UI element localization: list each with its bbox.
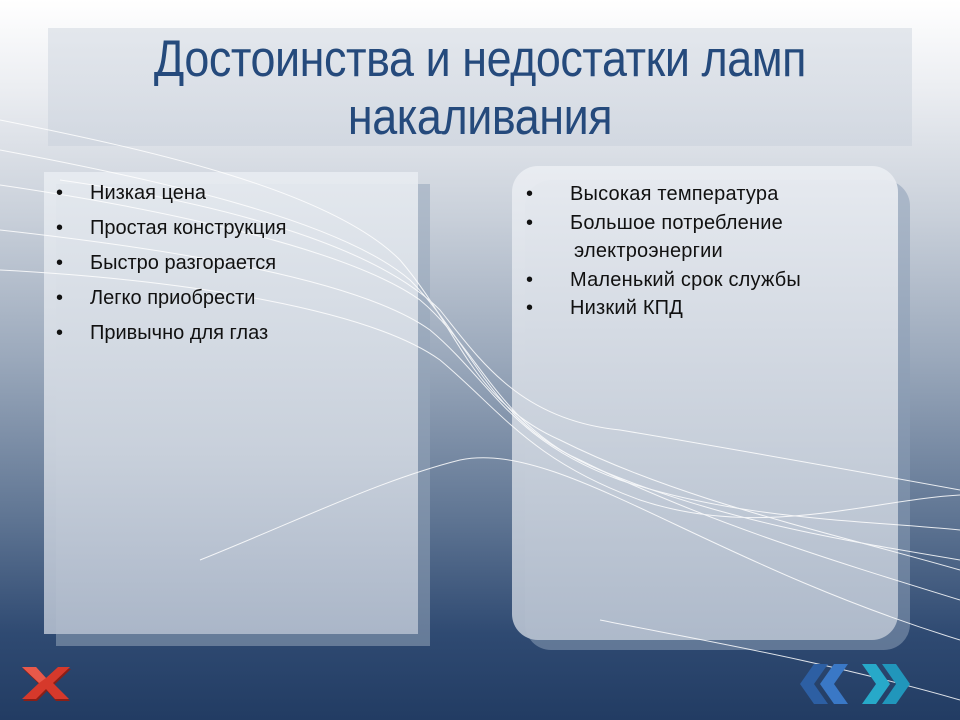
bullet-icon: • xyxy=(526,211,534,234)
bullet-icon: • xyxy=(56,217,64,239)
advantage-item: • Низкая цена xyxy=(56,182,207,204)
slide-title-line-2: накаливания xyxy=(347,88,613,145)
disadvantage-item: • Маленький срок службы xyxy=(526,266,801,295)
slide-title xyxy=(100,30,860,146)
slide-title-line-1: Достоинства и недостатки ламп xyxy=(153,30,807,87)
disadvantage-item: • Высокая температура xyxy=(526,180,801,209)
advantages-list xyxy=(56,180,286,355)
advantage-item: • Простая конструкция xyxy=(56,217,287,239)
double-chevron-right-icon xyxy=(856,664,910,704)
advantage-item: • Легко приобрести xyxy=(56,287,256,309)
close-x-icon xyxy=(20,664,72,702)
bullet-icon: • xyxy=(526,297,534,319)
previous-slide-button[interactable] xyxy=(800,664,854,704)
bullet-icon: • xyxy=(56,287,64,309)
disadvantage-item: • Большое потребление электроэнергии xyxy=(526,209,801,266)
slide-navigation xyxy=(800,664,912,704)
bullet-icon: • xyxy=(526,268,534,291)
disadvantage-item: • Низкий КПД xyxy=(526,294,801,323)
advantage-item: • Привычно для глаз xyxy=(56,322,269,344)
bullet-icon: • xyxy=(56,252,64,274)
double-chevron-left-icon xyxy=(800,664,854,704)
next-slide-button[interactable] xyxy=(856,664,910,704)
bullet-icon: • xyxy=(56,182,64,204)
close-button[interactable] xyxy=(20,664,72,702)
disadvantages-list xyxy=(526,180,801,323)
bullet-icon: • xyxy=(56,322,64,344)
advantage-item: • Быстро разгорается xyxy=(56,252,277,274)
bullet-icon: • xyxy=(526,183,534,205)
